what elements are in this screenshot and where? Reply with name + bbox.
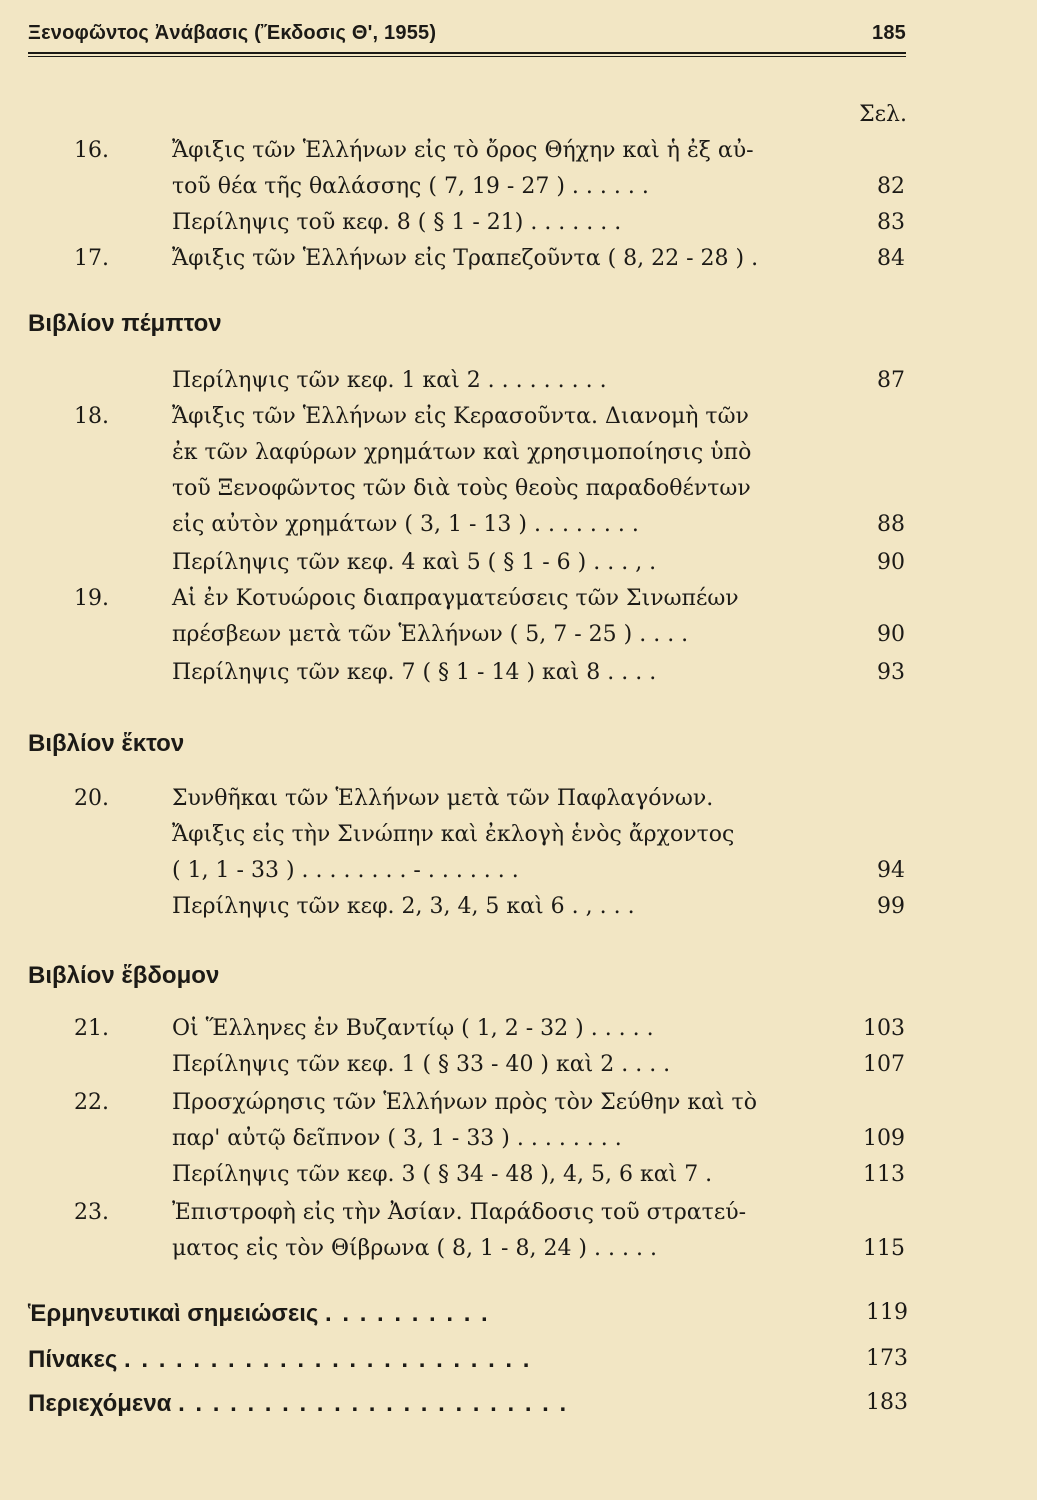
entry-line: τοῦ θέα τῆς θαλάσσης ( 7, 19 - 27 ) . . . . . . — [172, 174, 649, 199]
end-section-label: Περιεχόμενα — [28, 1390, 172, 1417]
end-section-label: Ἑρμηνευτικαὶ σημειώσεις — [28, 1300, 319, 1327]
entry-line: Περίληψις τῶν κεφ. 1 καὶ 2 . . . . . . . . . — [172, 368, 607, 393]
end-section-notes — [28, 1300, 908, 1328]
entry-line: Προσχώρησις τῶν Ἑλλήνων πρὸς τὸν Σεύθην καὶ τὸ — [172, 1090, 757, 1115]
entry-page: 113 — [863, 1162, 905, 1187]
entry-page: 87 — [877, 368, 905, 393]
entry-page: 90 — [877, 550, 905, 575]
entry-line: Συνθῆκαι τῶν Ἑλλήνων μετὰ τῶν Παφλαγόνων. — [172, 786, 714, 811]
entry-line: Οἱ Ἕλληνες ἐν Βυζαντίῳ ( 1, 2 - 32 ) . . . . . — [172, 1016, 654, 1041]
entry-page: 94 — [877, 858, 905, 883]
entry-page: 99 — [877, 894, 905, 919]
entry-line: Περίληψις τοῦ κεφ. 8 ( § 1 - 21) . . . . . . . — [172, 210, 622, 235]
entry-page: 84 — [877, 246, 905, 271]
entry-line: τοῦ Ξενοφῶντος τῶν διὰ τοὺς θεοὺς παραδοθέντων — [172, 476, 751, 501]
entry-page: 107 — [863, 1052, 905, 1077]
entry-page: 88 — [877, 512, 905, 537]
entry-line: Περίληψις τῶν κεφ. 2, 3, 4, 5 καὶ 6 . , . . . — [172, 894, 635, 919]
entry-number: 18. — [74, 404, 109, 429]
leader-dots: . . . . . . . . . . . . . . . . . . . . . . . . — [124, 1346, 532, 1373]
entry-line: ἐκ τῶν λαφύρων χρημάτων καὶ χρησιμοποίησις ὑπὸ — [172, 440, 752, 465]
header-rule-bottom — [28, 56, 906, 57]
end-section-tables — [28, 1346, 908, 1374]
entry-page: 93 — [877, 660, 905, 685]
entry-line: Περίληψις τῶν κεφ. 7 ( § 1 - 14 ) καὶ 8 . . . . — [172, 660, 657, 685]
running-head-title: Ξενοφῶντος Ἀνάβασις (Ἔκδοσις Θ', 1955) — [28, 22, 437, 44]
entry-line: εἰς αὐτὸν χρημάτων ( 3, 1 - 13 ) . . . . . . . . — [172, 512, 639, 537]
entry-line: Περίληψις τῶν κεφ. 4 καὶ 5 ( § 1 - 6 ) . . . , . — [172, 550, 657, 575]
end-section-label: Πίνακες — [28, 1346, 118, 1373]
entry-page: 103 — [863, 1016, 905, 1041]
entry-page: 115 — [863, 1236, 905, 1261]
leader-dots: . . . . . . . . . . — [325, 1300, 490, 1327]
end-section-page: 119 — [866, 1300, 908, 1325]
end-section-page: 183 — [866, 1390, 908, 1415]
section-title-book5: Βιβλίον πέμπτον — [28, 310, 222, 337]
entry-number: 20. — [74, 786, 109, 811]
entry-number: 19. — [74, 586, 109, 611]
entry-line: Ἄφιξις εἰς τὴν Σινώπην καὶ ἐκλογὴ ἑνὸς ἄρχοντος — [172, 822, 735, 847]
section-title-book6: Βιβλίον ἕκτον — [28, 730, 185, 757]
entry-line: Ἄφιξις τῶν Ἑλλήνων εἰς τὸ ὄρος Θήχην καὶ ἡ ἐξ αὐ- — [172, 138, 754, 163]
entry-page: 90 — [877, 622, 905, 647]
entry-line: ( 1, 1 - 33 ) . . . . . . . . - . . . . . . . — [172, 858, 519, 883]
entry-line: Ἄφιξις τῶν Ἑλλήνων εἰς Κερασοῦντα. Διανομὴ τῶν — [172, 404, 749, 429]
page-column-label: Σελ. — [859, 102, 907, 127]
entry-line: Περίληψις τῶν κεφ. 1 ( § 33 - 40 ) καὶ 2 . . . . — [172, 1052, 671, 1077]
entry-number: 22. — [74, 1090, 109, 1115]
entry-line: Ἄφιξις τῶν Ἑλλήνων εἰς Τραπεζοῦντα ( 8, 22 - 28 ) . — [172, 246, 759, 271]
running-head — [28, 22, 906, 45]
section-title-book7: Βιβλίον ἕβδομον — [28, 962, 220, 989]
entry-page: 83 — [877, 210, 905, 235]
end-section-page: 173 — [866, 1346, 908, 1371]
entry-number: 17. — [74, 246, 109, 271]
page-number: 185 — [872, 22, 906, 44]
entry-number: 21. — [74, 1016, 109, 1041]
entry-line: πρέσβεων μετὰ τῶν Ἑλλήνων ( 5, 7 - 25 ) . . . . — [172, 622, 689, 647]
entry-page: 82 — [877, 174, 905, 199]
entry-line: ματος εἰς τὸν Θίβρωνα ( 8, 1 - 8, 24 ) . . . . . — [172, 1236, 657, 1261]
entry-line: Ἐπιστροφὴ εἰς τὴν Ἀσίαν. Παράδοσις τοῦ στρατεύ- — [172, 1200, 747, 1225]
entry-number: 16. — [74, 138, 109, 163]
entry-page: 109 — [863, 1126, 905, 1151]
header-rule-top — [28, 52, 906, 54]
entry-line: Περίληψις τῶν κεφ. 3 ( § 34 - 48 ), 4, 5, 6 καὶ 7 . — [172, 1162, 713, 1187]
entry-number: 23. — [74, 1200, 109, 1225]
leader-dots: . . . . . . . . . . . . . . . . . . . . . . . — [178, 1390, 569, 1417]
entry-line: παρ' αὐτῷ δεῖπνον ( 3, 1 - 33 ) . . . . . . . . — [172, 1126, 622, 1151]
entry-line: Αἱ ἐν Κοτυώροις διαπραγματεύσεις τῶν Σινωπέων — [172, 586, 739, 611]
end-section-contents — [28, 1390, 908, 1418]
